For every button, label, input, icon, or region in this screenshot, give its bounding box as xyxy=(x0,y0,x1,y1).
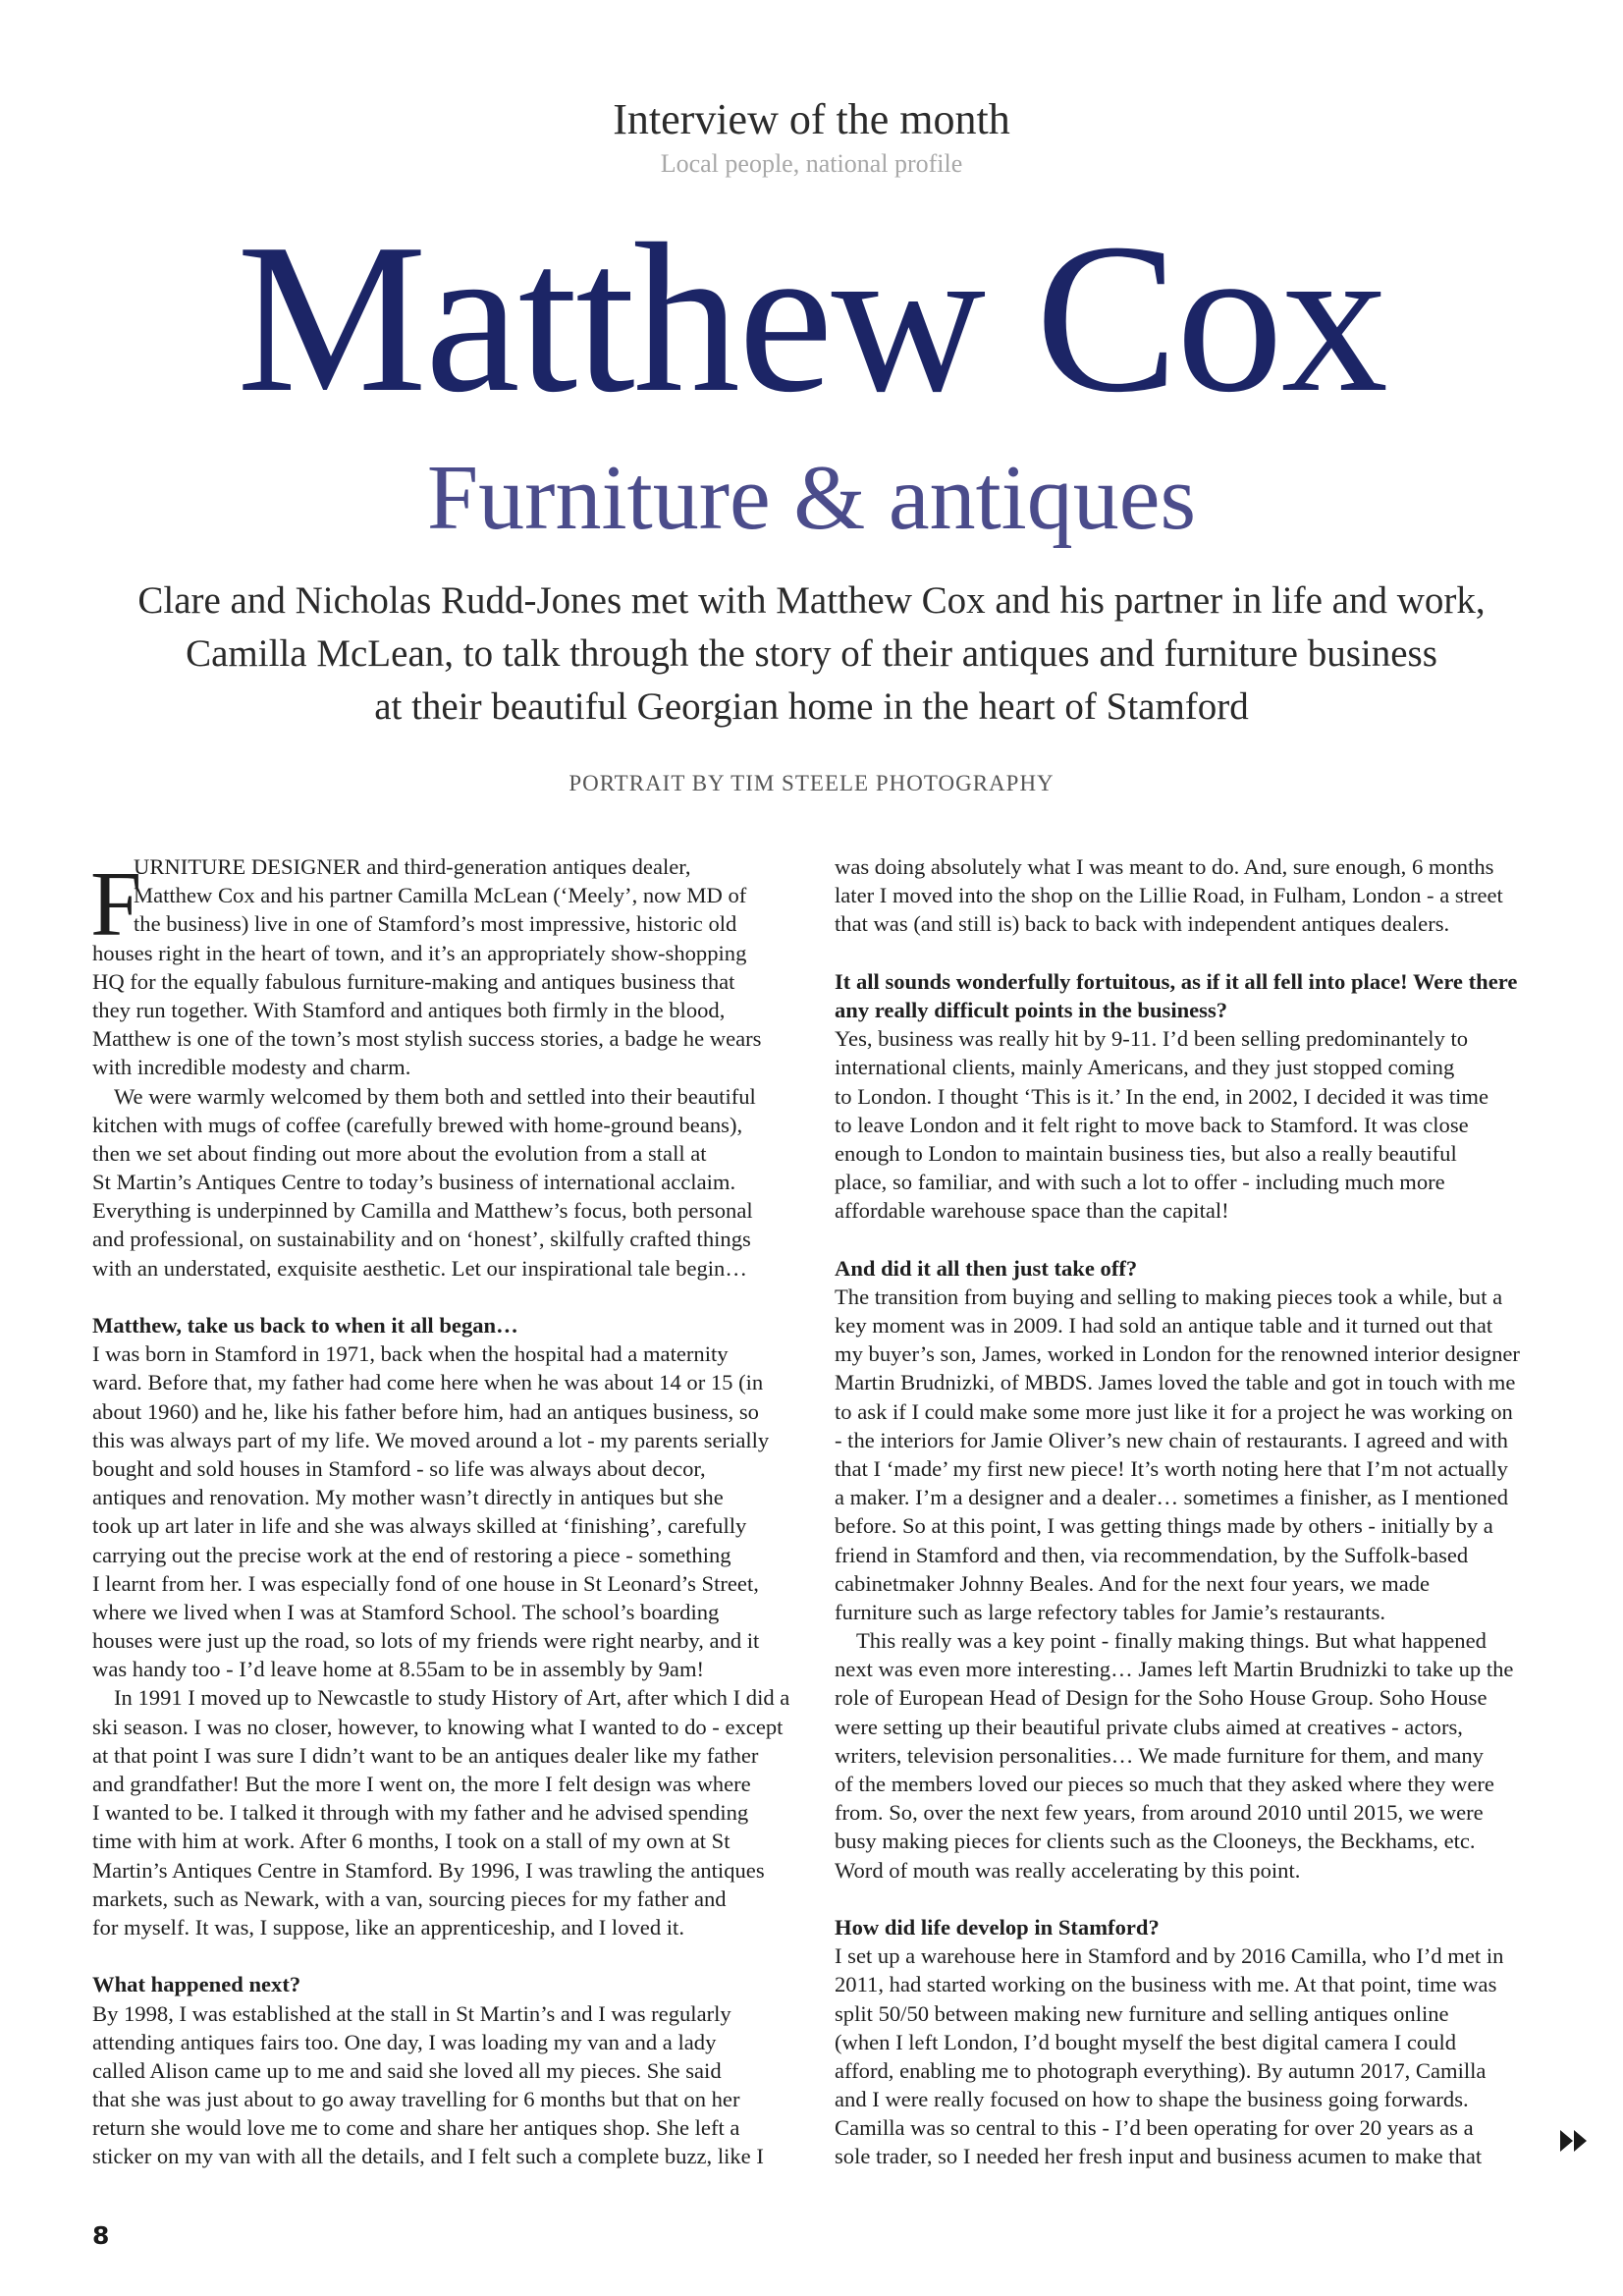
body-line: role of European Head of Design for the Soho House Group. Soho House xyxy=(835,1685,1488,1711)
fast-forward-icon xyxy=(1560,2130,1588,2152)
body-line: houses were just up the road, so lots of my friends were right nearby, and it xyxy=(92,1628,760,1654)
body-line: about 1960) and he, like his father before him, had an antiques business, so xyxy=(92,1398,759,1424)
body-line: bought and sold houses in Stamford - so life was always about decor, xyxy=(92,1455,706,1481)
body-line: time with him at work. After 6 months, I took on a stall of my own at St xyxy=(92,1829,730,1854)
body-line: St Martin’s Antiques Centre to today’s business of international acclaim. xyxy=(92,1170,736,1195)
body-line: By 1998, I was established at the stall in St Martin’s and I was regularly xyxy=(92,2000,731,2026)
body-line: were setting up their beautiful private clubs aimed at creatives - actors, xyxy=(835,1714,1463,1739)
body-line: I wanted to be. I talked it through with my father and he advised spending xyxy=(92,1800,749,1826)
body-line: markets, such as Newark, with a van, sourcing pieces for my father and xyxy=(92,1886,727,1911)
body-line: international clients, mainly Americans, and they just stopped coming xyxy=(835,1055,1455,1080)
body-line: then we set about finding out more about the evolution from a stall at xyxy=(92,1140,707,1166)
body-line: Martin Brudnizki, of MBDS. James loved the table and got in touch with me xyxy=(835,1370,1516,1395)
body-line: later I moved into the shop on the Lillie Road, in Fulham, London - a street xyxy=(835,883,1503,908)
body-line: Camilla was so central to this - I’d been operating for over 20 years as a xyxy=(835,2115,1474,2141)
body-line: Yes, business was really hit by 9-11. I’d been selling predominantely to xyxy=(835,1026,1469,1052)
body-line: split 50/50 between making new furniture and selling antiques online xyxy=(835,2000,1449,2026)
body-line: from. So, over the next few years, from around 2010 until 2015, we were xyxy=(835,1800,1484,1826)
body-line: ski season. I was no closer, however, to knowing what I wanted to do - except xyxy=(92,1714,784,1739)
body-line: that she was just about to go away travelling for 6 months but that on her xyxy=(92,2087,740,2112)
body-line: I was born in Stamford in 1971, back when the hospital had a maternity xyxy=(92,1341,729,1367)
body-line: before. So at this point, I was getting things made by others - initially by a xyxy=(835,1513,1493,1539)
standfirst-line: Camilla McLean, to talk through the story of their antiques and furniture business xyxy=(186,632,1437,675)
body-line: HQ for the equally fabulous furniture-making and antiques business that xyxy=(92,968,735,994)
body-line: and professional, on sustainability and on ‘honest’, skilfully crafted things xyxy=(92,1227,751,1252)
page-number: 8 xyxy=(92,2221,110,2250)
body-line: Everything is underpinned by Camilla and Matthew’s focus, both personal xyxy=(92,1198,753,1224)
body-line: kitchen with mugs of coffee (carefully brewed with home-ground beans), xyxy=(92,1112,743,1137)
body-line: writers, television personalities… We made furniture for them, and many xyxy=(835,1742,1484,1768)
paragraph-gap xyxy=(835,1885,1538,1913)
drop-cap: F xyxy=(90,853,142,956)
body-line: next was even more interesting… James left Martin Brudnizki to take up the xyxy=(835,1657,1514,1682)
body-line: they run together. With Stamford and antiques both firmly in the blood, xyxy=(92,997,726,1022)
body-line: that was (and still is) back to back with independent antiques dealers. xyxy=(835,911,1450,937)
body-line: was doing absolutely what I was meant to do. And, sure enough, 6 months xyxy=(835,854,1494,879)
body-line: and grandfather! But the more I went on, the more I felt design was where xyxy=(92,1772,751,1796)
body-line: (when I left London, I’d bought myself the best digital camera I could xyxy=(835,2029,1457,2054)
kicker: Interview of the month xyxy=(613,95,1010,143)
body-line: to leave London and it felt right to move back to Stamford. It was close xyxy=(835,1112,1469,1137)
body-line: and I were really focused on how to shape the business going forwards. xyxy=(835,2087,1469,2112)
standfirst-line: Clare and Nicholas Rudd-Jones met with Matthew Cox and his partner in life and work, xyxy=(137,579,1486,622)
question-line: What happened next? xyxy=(92,1972,301,1997)
body-line: busy making pieces for clients such as the Clooneys, the Beckhams, etc. xyxy=(835,1829,1476,1854)
body-line: was handy too - I’d leave home at 8.55am to be in assembly by 9am! xyxy=(92,1657,705,1682)
body-line: In 1991 I moved up to Newcastle to study History of Art, after which I did a xyxy=(114,1685,790,1711)
body-line: Martin’s Antiques Centre in Stamford. By 1996, I was trawling the antiques xyxy=(92,1857,765,1883)
body-line: The transition from buying and selling to making pieces took a while, but a xyxy=(835,1284,1503,1309)
body-line: return she would love me to come and share her antiques shop. She left a xyxy=(92,2115,740,2141)
body-line: with an understated, exquisite aesthetic. Let our inspirational tale begin… xyxy=(92,1255,747,1281)
body-line: called Alison came up to me and said she loved all my pieces. She said xyxy=(92,2057,722,2083)
body-line: to ask if I could make some more just like it for a project he was working on xyxy=(835,1398,1513,1424)
question-line: And did it all then just take off? xyxy=(835,1255,1138,1281)
body-line: this was always part of my life. We moved around a lot - my parents serially xyxy=(92,1427,770,1452)
paragraph-gap xyxy=(835,1225,1538,1253)
question-line: How did life develop in Stamford? xyxy=(835,1914,1160,1940)
body-line: sole trader, so I needed her fresh input and business acumen to make that xyxy=(835,2144,1483,2169)
right-column xyxy=(835,852,1538,2171)
body-line: - the interiors for Jamie Oliver’s new chain of restaurants. I agreed and with xyxy=(835,1427,1508,1452)
question-line: It all sounds wonderfully fortuitous, as if it all fell into place! Were there xyxy=(835,968,1518,994)
body-line: place, so familiar, and with such a lot to offer - including much more xyxy=(835,1170,1445,1195)
interviewee-role: Furniture & antiques xyxy=(426,447,1197,549)
interviewee-name: Matthew Cox xyxy=(237,200,1386,437)
body-line: Matthew is one of the town’s most stylish success stories, a badge he wears xyxy=(92,1026,762,1052)
body-line: friend in Stamford and then, via recommendation, by the Suffolk-based xyxy=(835,1542,1469,1567)
photo-credit: PORTRAIT BY TIM STEELE PHOTOGRAPHY xyxy=(568,771,1055,795)
body-line: This really was a key point - finally making things. But what happened xyxy=(856,1628,1487,1654)
body-line: key moment was in 2009. I had sold an antique table and it turned out that xyxy=(835,1313,1493,1338)
body-line: furniture such as large refectory tables for Jamie’s restaurants. xyxy=(835,1599,1386,1624)
body-line: enough to London to maintain business ties, but also a really beautiful xyxy=(835,1140,1457,1166)
body-line: ward. Before that, my father had come here when he was about 14 or 15 (in xyxy=(92,1370,764,1395)
body-line: Matthew Cox and his partner Camilla McLean (‘Meely’, now MD of xyxy=(134,883,747,908)
paragraph-gap xyxy=(92,1941,803,1970)
body-line: to London. I thought ‘This is it.’ In the end, in 2002, I decided it was time xyxy=(835,1083,1488,1109)
body-line: at that point I was sure I didn’t want to be an antiques dealer like my father xyxy=(92,1742,759,1768)
paragraph-gap xyxy=(92,1283,803,1311)
body-line: houses right in the heart of town, and it’s an appropriately show-shopping xyxy=(92,940,747,965)
body-line: I set up a warehouse here in Stamford and by 2016 Camilla, who I’d met in xyxy=(835,1943,1504,1969)
body-line: the business) live in one of Stamford’s most impressive, historic old xyxy=(134,911,737,937)
body-line: 2011, had started working on the business with me. At that point, time was xyxy=(835,1972,1497,1997)
body-line: with incredible modesty and charm. xyxy=(92,1055,411,1080)
body-line: where we lived when I was at Stamford School. The school’s boarding xyxy=(92,1599,720,1624)
body-line: I learnt from her. I was especially fond of one house in St Leonard’s Street, xyxy=(92,1570,759,1596)
body-line: took up art later in life and she was always skilled at ‘finishing’, carefully xyxy=(92,1513,747,1539)
question-line: any really difficult points in the business? xyxy=(835,997,1228,1022)
body-line: for myself. It was, I suppose, like an apprenticeship, and I loved it. xyxy=(92,1914,684,1940)
body-line: affordable warehouse space than the capital! xyxy=(835,1198,1229,1224)
body-line: We were warmly welcomed by them both and settled into their beautiful xyxy=(114,1083,756,1109)
body-line: afford, enabling me to photograph everything). By autumn 2017, Camilla xyxy=(835,2057,1487,2083)
standfirst-line: at their beautiful Georgian home in the heart of Stamford xyxy=(374,685,1249,728)
standfirst xyxy=(118,574,1505,734)
body-line: a maker. I’m a designer and a dealer… sometimes a finisher, as I mentioned xyxy=(835,1485,1509,1510)
body-line: antiques and renovation. My mother wasn’t directly in antiques but she xyxy=(92,1485,724,1510)
body-line: URNITURE DESIGNER and third-generation antiques dealer, xyxy=(134,854,691,879)
body-line: Word of mouth was really accelerating by this point. xyxy=(835,1857,1301,1883)
body-line: of the members loved our pieces so much that they asked where they were xyxy=(835,1772,1494,1796)
question-line: Matthew, take us back to when it all began… xyxy=(92,1313,518,1338)
body-line: that I ‘made’ my first new piece! It’s worth noting here that I’m not actually xyxy=(835,1455,1508,1481)
left-column xyxy=(92,852,803,2171)
body-line: sticker on my van with all the details, and I felt such a complete buzz, like I xyxy=(92,2144,764,2169)
paragraph-gap xyxy=(835,939,1538,967)
body-line: cabinetmaker Johnny Beales. And for the next four years, we made xyxy=(835,1570,1431,1596)
body-line: my buyer’s son, James, worked in London for the renowned interior designer xyxy=(835,1341,1520,1367)
body-line: attending antiques fairs too. One day, I was loading my van and a lady xyxy=(92,2029,717,2054)
body-line: carrying out the precise work at the end of restoring a piece - something xyxy=(92,1542,731,1567)
kicker-subtitle: Local people, national profile xyxy=(660,149,963,178)
